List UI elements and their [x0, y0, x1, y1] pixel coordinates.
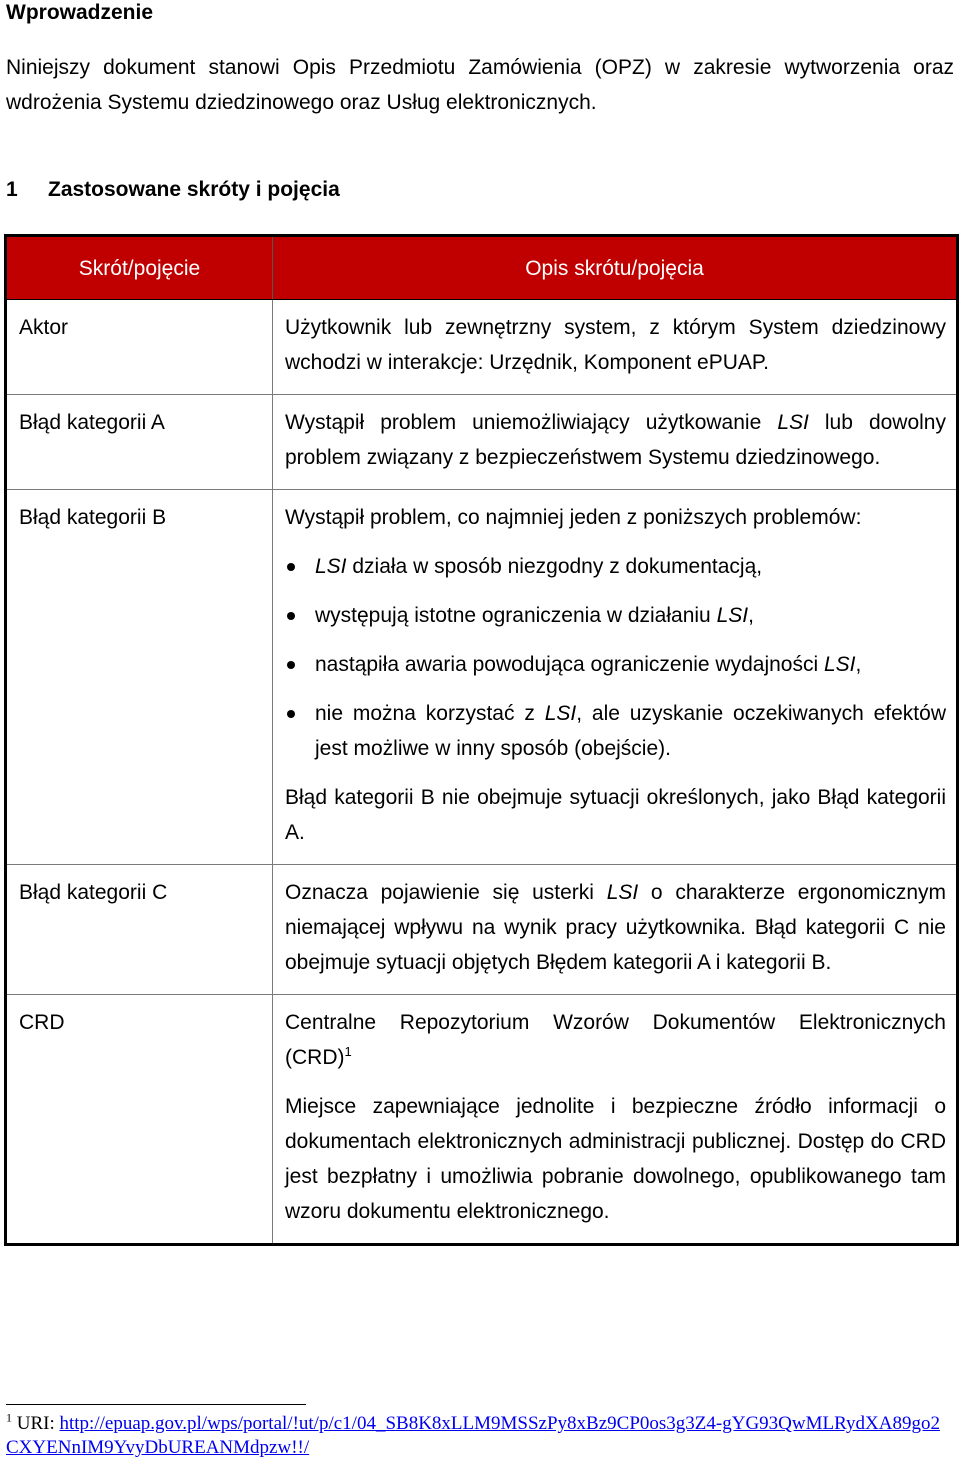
- description-body: Miejsce zapewniające jednolite i bezpieczne źródło informacji o dokumentach elektronicznych administracji publicznej. Dostęp do CRD jest bezpłatny i umożliwia pobranie dowolnego, opublikowanego tam wzoru dokumentu elektronicznego.: [285, 1095, 946, 1223]
- header-description: Opis skrótu/pojęcia: [273, 236, 958, 300]
- lsi-term: LSI: [823, 653, 856, 676]
- footnote-number: 1: [6, 1410, 12, 1425]
- terms-table: [4, 234, 959, 1246]
- problem-list: [285, 549, 946, 766]
- description-cell: [273, 865, 958, 995]
- description-cell: [273, 300, 958, 395]
- description-part: Oznacza pojawienie się usterki: [285, 881, 607, 904]
- list-item: [285, 696, 946, 766]
- bullet-icon: [287, 563, 295, 571]
- description-part: o charakterze ergonomicznym niemającej wpływu na wynik pracy użytkownika. Błąd kategorii C nie obejmuje sytuacji objętych Błędem kategorii A i kategorii B.: [285, 881, 946, 974]
- footnote-label: URI:: [16, 1413, 60, 1434]
- list-item-text: występują istotne ograniczenia w działaniu: [315, 604, 717, 627]
- section-title-text: Zastosowane skróty i pojęcia: [48, 178, 340, 201]
- table-row-blad-c: [6, 865, 958, 995]
- description-part: Wystąpił problem uniemożliwiający użytkowanie: [285, 411, 778, 434]
- table-row-blad-a: [6, 395, 958, 490]
- term-cell: Błąd kategorii B: [6, 490, 273, 865]
- description-text: [285, 405, 946, 475]
- list-item-text: ,: [748, 604, 754, 627]
- list-item-text: ,: [855, 653, 862, 676]
- header-term: Skrót/pojęcie: [6, 236, 273, 300]
- term-cell: Błąd kategorii C: [6, 865, 273, 995]
- term-cell: Błąd kategorii A: [6, 395, 273, 490]
- footnote-link[interactable]: http://epuap.gov.pl/wps/portal/!ut/p/c1/04_SB8K8xLLM9MSSzPy8xBz9CP0os3g3Z4-gYG93QwMLRydXA89go2CXYENnIM9YvyDbUREANMdpzw!!/: [6, 1413, 940, 1458]
- lsi-term: LSI: [315, 555, 347, 578]
- description-cell: [273, 395, 958, 490]
- bullet-icon: [287, 612, 295, 620]
- footnote-separator: [6, 1404, 306, 1405]
- section-title: [6, 172, 340, 207]
- lsi-term: LSI: [544, 702, 577, 725]
- description-note: Błąd kategorii B nie obejmuje sytuacji określonych, jako Błąd kategorii A.: [285, 786, 946, 844]
- description-text: Użytkownik lub zewnętrzny system, z którym System dziedzinowy wchodzi w interakcje: Urzędnik, Komponent ePUAP.: [285, 316, 946, 374]
- description-cell: [273, 995, 958, 1245]
- list-item-text: , ale uzyskanie oczekiwanych efektów jest możliwe w inny sposób (obejście).: [315, 702, 946, 760]
- footnote-reference[interactable]: 1: [344, 1044, 352, 1059]
- footnote: [6, 1412, 946, 1460]
- description-cell: [273, 490, 958, 865]
- list-item: [285, 549, 946, 584]
- description-text: [285, 875, 946, 980]
- list-item-text: nastąpiła awaria powodująca ograniczenie wydajności: [315, 653, 824, 676]
- description-title: [285, 1005, 946, 1075]
- bullet-icon: [287, 661, 295, 669]
- table-row-aktor: [6, 300, 958, 395]
- lsi-term: LSI: [716, 604, 749, 627]
- list-item-text: nie można korzystać z: [315, 702, 545, 725]
- description-intro: Wystąpił problem, co najmniej jeden z poniższych problemów:: [285, 506, 862, 529]
- description-part: lub dowolny problem związany z bezpieczeństwem Systemu dziedzinowego.: [285, 411, 946, 469]
- list-item: [285, 647, 946, 682]
- intro-paragraph: Niniejszy dokument stanowi Opis Przedmiotu Zamówienia (OPZ) w zakresie wytworzenia oraz wdrożenia Systemu dziedzinowego oraz Usług elektronicznych.: [6, 56, 954, 114]
- table-header-row: [6, 236, 958, 300]
- section-number: 1: [6, 178, 18, 201]
- term-cell: CRD: [6, 995, 273, 1245]
- table-row-crd: [6, 995, 958, 1245]
- lsi-term: LSI: [777, 411, 809, 434]
- term-cell: Aktor: [6, 300, 273, 395]
- list-item: [285, 598, 946, 633]
- intro-heading: Wprowadzenie: [6, 1, 154, 24]
- description-part: Centralne Repozytorium Wzorów Dokumentów Elektronicznych (CRD): [285, 1011, 946, 1069]
- bullet-icon: [287, 710, 295, 718]
- list-item-text: działa w sposób niezgodny z dokumentacją,: [346, 555, 763, 578]
- lsi-term: LSI: [606, 881, 639, 904]
- table-row-blad-b: [6, 490, 958, 865]
